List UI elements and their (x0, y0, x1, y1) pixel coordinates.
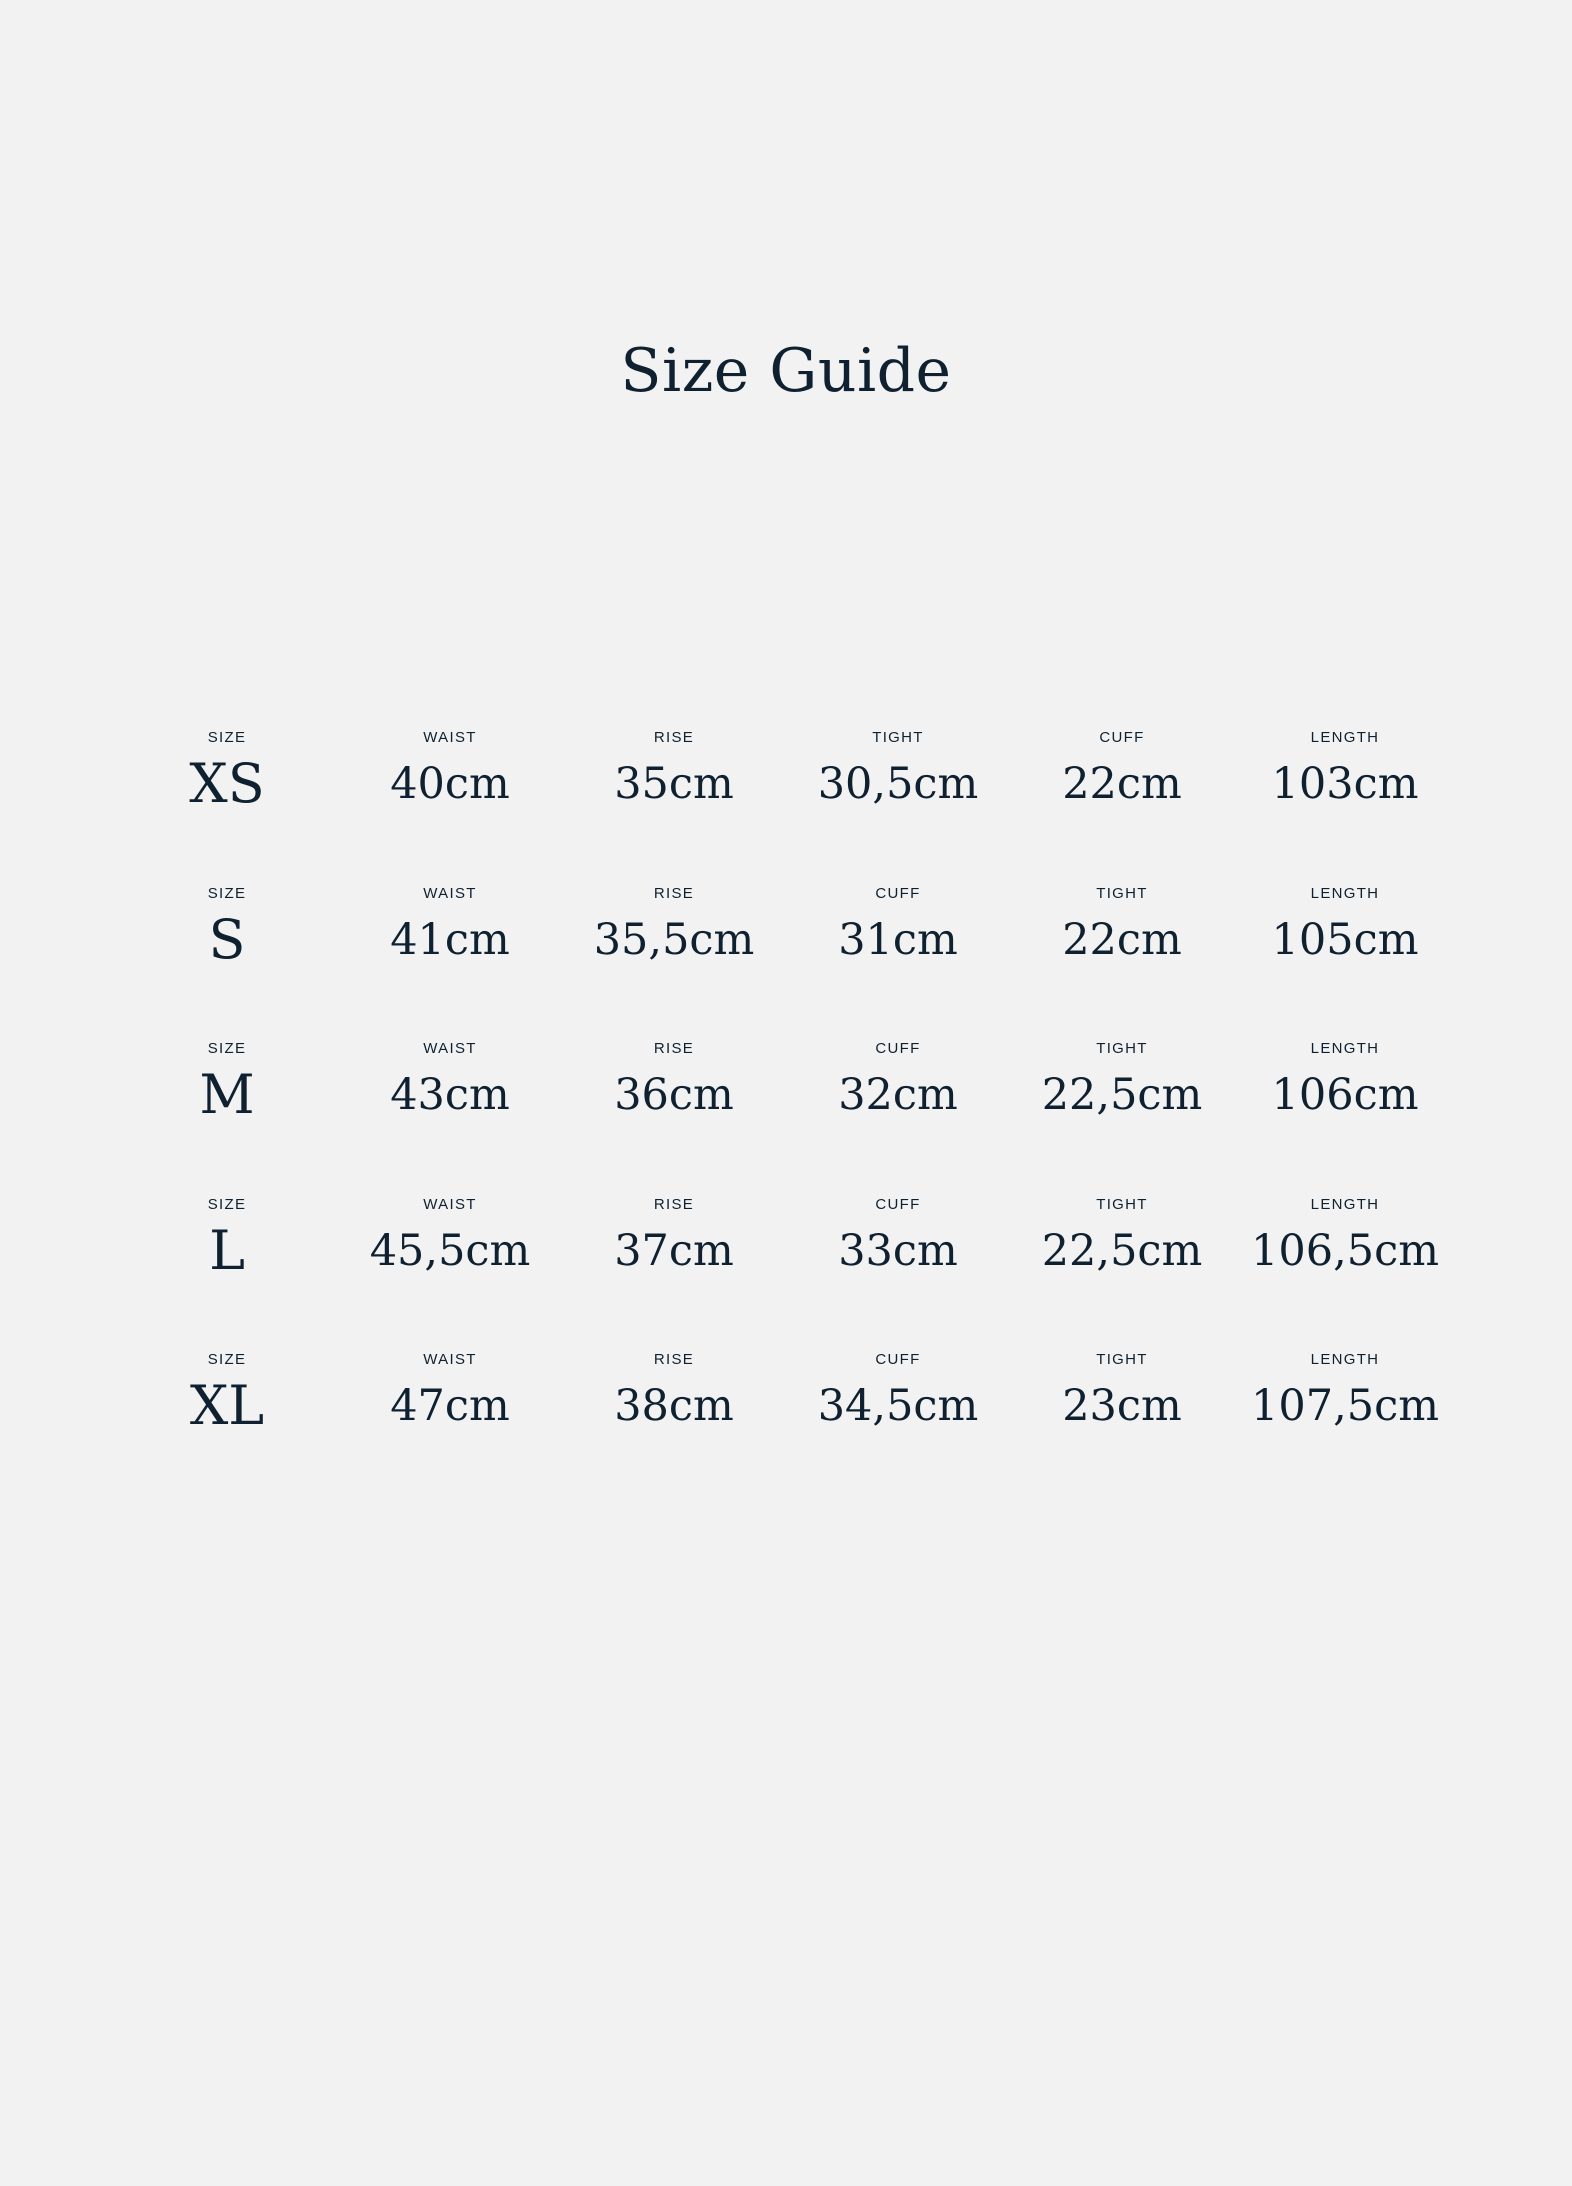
measurement-label: CUFF (875, 884, 921, 902)
measurement-label: TIGHT (1096, 1195, 1148, 1213)
measurement-value: 23cm (1062, 1381, 1182, 1431)
measurement-label: WAIST (423, 1351, 477, 1368)
measurement-cell (798, 1342, 998, 1434)
size-value: XS (189, 752, 265, 815)
measurement-label: CUFF (1099, 729, 1145, 746)
measurement-value: 22,5cm (1041, 1225, 1203, 1276)
measurement-label: WAIST (423, 1040, 477, 1057)
measurement-cell (798, 1187, 998, 1279)
size-cell (127, 1031, 327, 1126)
measurement-label: CUFF (875, 1195, 921, 1213)
measurement-cell (1245, 876, 1445, 968)
measurement-label: CUFF (875, 1351, 921, 1368)
size-label: SIZE (207, 1351, 247, 1368)
size-row-s (0, 876, 1572, 1032)
measurement-value: 38cm (614, 1381, 734, 1431)
measurement-cell (350, 720, 550, 812)
measurement-label: TIGHT (1096, 884, 1148, 902)
measurement-value: 47cm (390, 1381, 510, 1431)
measurement-value: 31cm (838, 914, 958, 965)
measurement-label: LENGTH (1310, 1195, 1380, 1213)
measurement-value: 106,5cm (1251, 1225, 1439, 1276)
measurement-cell (1245, 1187, 1445, 1279)
measurement-value: 41cm (390, 914, 510, 965)
measurement-value: 22,5cm (1041, 1070, 1203, 1120)
size-table (0, 720, 1572, 1498)
measurement-cell (350, 1031, 550, 1123)
measurement-label: RISE (653, 1040, 695, 1057)
measurement-label: LENGTH (1310, 1040, 1380, 1057)
size-value: XL (189, 1374, 265, 1437)
measurement-value: 103cm (1271, 759, 1419, 809)
size-value: L (209, 1218, 245, 1282)
measurement-label: LENGTH (1310, 729, 1380, 746)
measurement-label: RISE (653, 884, 695, 902)
measurement-label: TIGHT (1096, 1040, 1148, 1057)
measurement-cell (1245, 1342, 1445, 1434)
size-row-xs (0, 720, 1572, 876)
measurement-label: WAIST (423, 729, 477, 746)
size-label: SIZE (207, 884, 247, 902)
measurement-cell (574, 1342, 774, 1434)
size-label: SIZE (207, 1195, 247, 1213)
measurement-value: 107,5cm (1251, 1381, 1439, 1431)
size-label: SIZE (207, 1040, 247, 1057)
measurement-label: RISE (653, 729, 695, 746)
measurement-value: 32cm (838, 1070, 958, 1120)
measurement-value: 105cm (1271, 914, 1419, 965)
measurement-value: 35,5cm (593, 914, 755, 965)
measurement-label: TIGHT (872, 729, 924, 746)
page-title: Size Guide (620, 336, 952, 406)
measurement-cell (1245, 720, 1445, 812)
measurement-value: 22cm (1062, 759, 1182, 809)
measurement-value: 45,5cm (369, 1225, 531, 1276)
measurement-cell (798, 1031, 998, 1123)
measurement-cell (574, 1031, 774, 1123)
size-cell (127, 1187, 327, 1282)
measurement-cell (574, 720, 774, 812)
measurement-label: TIGHT (1096, 1351, 1148, 1368)
measurement-cell (574, 1187, 774, 1279)
measurement-label: WAIST (423, 884, 477, 902)
measurement-value: 40cm (390, 759, 510, 809)
measurement-cell (798, 720, 998, 812)
measurement-label: LENGTH (1310, 884, 1380, 902)
measurement-value: 33cm (838, 1225, 958, 1276)
size-value: M (199, 1063, 255, 1126)
measurement-label: LENGTH (1310, 1351, 1380, 1368)
measurement-cell (1022, 720, 1222, 812)
measurement-value: 22cm (1062, 914, 1182, 965)
measurement-value: 35cm (614, 759, 734, 809)
measurement-value: 43cm (390, 1070, 510, 1120)
size-cell (127, 876, 327, 971)
measurement-cell (350, 1187, 550, 1279)
measurement-value: 36cm (614, 1070, 734, 1120)
measurement-cell (574, 876, 774, 968)
measurement-cell (350, 1342, 550, 1434)
size-value: S (208, 907, 246, 971)
measurement-value: 34,5cm (817, 1381, 979, 1431)
measurement-label: WAIST (423, 1195, 477, 1213)
measurement-cell (1022, 1342, 1222, 1434)
size-row-xl (0, 1342, 1572, 1498)
measurement-value: 106cm (1271, 1070, 1419, 1120)
size-cell (127, 1342, 327, 1437)
measurement-cell (798, 876, 998, 968)
measurement-cell (350, 876, 550, 968)
measurement-value: 37cm (614, 1225, 734, 1276)
size-row-m (0, 1031, 1572, 1187)
measurement-label: RISE (653, 1195, 695, 1213)
size-label: SIZE (207, 729, 247, 746)
measurement-value: 30,5cm (817, 759, 979, 809)
size-cell (127, 720, 327, 815)
size-row-l (0, 1187, 1572, 1343)
measurement-cell (1022, 876, 1222, 968)
measurement-cell (1022, 1031, 1222, 1123)
measurement-cell (1022, 1187, 1222, 1279)
measurement-cell (1245, 1031, 1445, 1123)
measurement-label: RISE (653, 1351, 695, 1368)
measurement-label: CUFF (875, 1040, 921, 1057)
